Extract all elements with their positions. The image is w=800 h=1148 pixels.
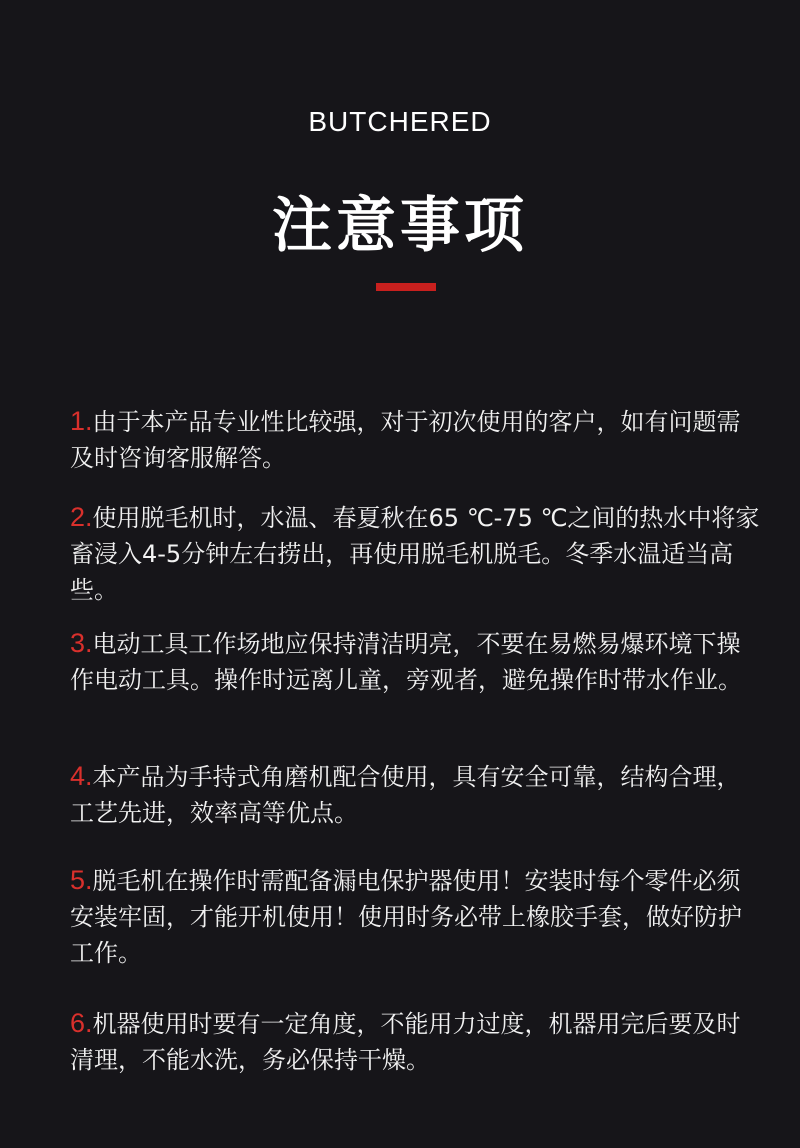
note-text: 脱毛机在操作时需配备漏电保护器使用！安装时每个零件必须安装牢固，才能开机使用！使用时务必带上橡胶手套，做好防护工作。 bbox=[70, 867, 742, 967]
note-item-3 bbox=[70, 625, 760, 698]
note-text: 机器使用时要有一定角度，不能用力过度，机器用完后要及时清理，不能水洗，务必保持干燥。 bbox=[70, 1010, 741, 1074]
note-item-6 bbox=[70, 1005, 760, 1078]
note-item-4 bbox=[70, 758, 760, 831]
note-text: 由于本产品专业性比较强，对于初次使用的客户，如有问题需及时咨询客服解答。 bbox=[70, 408, 741, 472]
note-item-5 bbox=[70, 862, 760, 971]
title-divider bbox=[376, 283, 436, 291]
note-number: 4. bbox=[70, 761, 93, 791]
note-text: 电动工具工作场地应保持清洁明亮，不要在易燃易爆环境下操作电动工具。操作时远离儿童，旁观者，避免操作时带水作业。 bbox=[70, 630, 742, 694]
note-text: 使用脱毛机时，水温、春夏秋在65 ℃-75 ℃之间的热水中将家畜浸入4-5分钟左右捞出，再使用脱毛机脱毛。冬季水温适当高些。 bbox=[70, 504, 760, 604]
page-title: 注意事项 bbox=[272, 191, 528, 261]
note-number: 1. bbox=[70, 406, 93, 436]
note-number: 2. bbox=[70, 502, 93, 532]
note-number: 3. bbox=[70, 628, 93, 658]
note-number: 6. bbox=[70, 1008, 93, 1038]
note-item-1 bbox=[70, 403, 760, 476]
note-number: 5. bbox=[70, 865, 93, 895]
brand-name: BUTCHERED bbox=[308, 106, 492, 137]
note-text: 本产品为手持式角磨机配合使用，具有安全可靠，结构合理，工艺先进，效率高等优点。 bbox=[70, 763, 741, 827]
note-item-2 bbox=[70, 499, 760, 608]
